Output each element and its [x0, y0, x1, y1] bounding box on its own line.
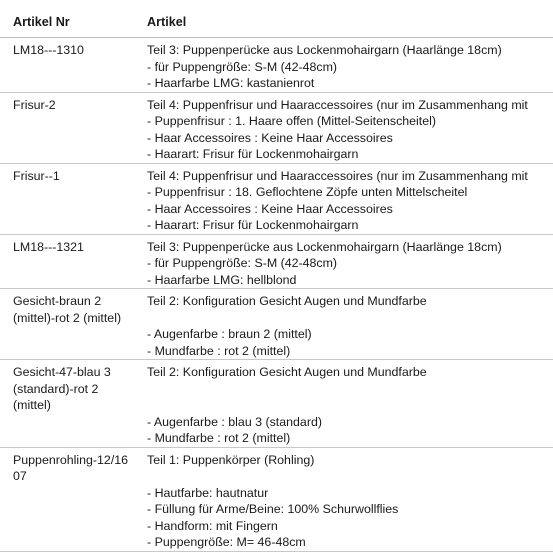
column-header-artikel: Artikel	[147, 15, 187, 29]
artikel-line: - Mundfarbe : rot 2 (mittel)	[147, 431, 291, 445]
artikel-nr-line: Gesicht-47-blau 3	[13, 365, 111, 379]
artikel-nr-cell	[0, 448, 147, 551]
artikel-cell	[147, 93, 553, 163]
artikel-line: Teil 2: Konfiguration Gesicht Augen und Mundfarbe	[147, 294, 427, 308]
table-row	[0, 289, 553, 360]
artikel-line	[147, 310, 553, 327]
artikel-cell	[147, 235, 553, 289]
artikel-line: - Augenfarbe : braun 2 (mittel)	[147, 327, 312, 341]
artikel-nr-line: LM18---1321	[13, 239, 84, 254]
artikel-line: - Füllung für Arme/Beine: 100% Schurwollflies	[147, 502, 399, 516]
artikel-line: - Mundfarbe : rot 2 (mittel)	[147, 343, 291, 358]
artikel-line: Teil 3: Puppenperücke aus Lockenmohairgarn (Haarlänge 18cm)	[147, 43, 502, 57]
artikel-nr-cell	[0, 38, 147, 92]
table-body	[0, 38, 553, 552]
artikel-line: - Puppenfrisur : 1. Haare offen (Mittel-Seitenscheitel)	[147, 114, 437, 128]
artikel-line: - Puppengröße: M= 46-48cm	[147, 535, 306, 549]
artikel-line: - Haarfarbe LMG: kastanienrot	[147, 76, 315, 90]
artikel-line: - Haarart: Frisur für Lockenmohairgarn	[147, 218, 359, 232]
artikel-line	[147, 468, 553, 485]
column-header-artikel-nr: Artikel Nr	[13, 15, 70, 29]
artikel-line: - Haar Accessoires : Keine Haar Accessoires	[147, 201, 393, 216]
artikel-nr-cell	[0, 289, 147, 359]
artikel-nr-line: (mittel)	[13, 398, 51, 412]
artikel-line: - Haarart: Frisur für Lockenmohairgarn	[147, 147, 359, 161]
artikel-cell	[147, 289, 553, 359]
artikel-cell	[147, 38, 553, 92]
artikel-line: Teil 2: Konfiguration Gesicht Augen und Mundfarbe	[147, 365, 427, 379]
artikel-line: - Handform: mit Fingern	[147, 518, 278, 533]
artikel-line: - Haar Accessoires : Keine Haar Accessoires	[147, 130, 393, 145]
artikel-nr-line: Gesicht-braun 2	[13, 294, 102, 308]
artikel-nr-cell	[0, 164, 147, 234]
artikel-cell	[147, 448, 553, 551]
artikel-nr-line: (mittel)-rot 2 (mittel)	[13, 310, 122, 325]
artikel-line: - Puppenfrisur : 18. Geflochtene Zöpfe unten Mittelscheitel	[147, 185, 468, 199]
table-row	[0, 360, 553, 448]
artikel-line: Teil 4: Puppenfrisur und Haaraccessoires (nur im Zusammenhang mit	[147, 168, 528, 183]
artikel-line	[147, 397, 553, 414]
table-row	[0, 164, 553, 235]
artikel-line: Teil 1: Puppenkörper (Rohling)	[147, 452, 315, 467]
artikel-nr-line: 07	[13, 469, 27, 483]
artikel-nr-cell	[0, 93, 147, 163]
artikel-line: - Haarfarbe LMG: hellblond	[147, 272, 297, 287]
artikel-nr-line: LM18---1310	[13, 43, 84, 57]
artikel-cell	[147, 360, 553, 447]
table-row	[0, 38, 553, 93]
artikel-line: Teil 3: Puppenperücke aus Lockenmohairgarn (Haarlänge 18cm)	[147, 239, 502, 254]
artikel-line: - Augenfarbe : blau 3 (standard)	[147, 414, 322, 429]
artikel-nr-line: (standard)-rot 2	[13, 381, 99, 396]
artikel-line: - für Puppengröße: S-M (42-48cm)	[147, 256, 338, 270]
artikel-line: - Hautfarbe: hautnatur	[147, 485, 269, 500]
table-header	[0, 0, 553, 38]
table-row	[0, 93, 553, 164]
artikel-nr-line: Puppenrohling-12/16	[13, 452, 129, 467]
table-row	[0, 448, 553, 552]
artikel-nr-cell	[0, 235, 147, 289]
artikel-line	[147, 381, 553, 398]
artikel-nr-cell	[0, 360, 147, 447]
artikel-line: - für Puppengröße: S-M (42-48cm)	[147, 59, 338, 74]
artikel-nr-line: Frisur-2	[13, 97, 56, 112]
artikel-line: Teil 4: Puppenfrisur und Haaraccessoires (nur im Zusammenhang mit	[147, 97, 528, 112]
artikel-cell	[147, 164, 553, 234]
artikel-nr-line: Frisur--1	[13, 168, 60, 183]
table-row	[0, 235, 553, 290]
